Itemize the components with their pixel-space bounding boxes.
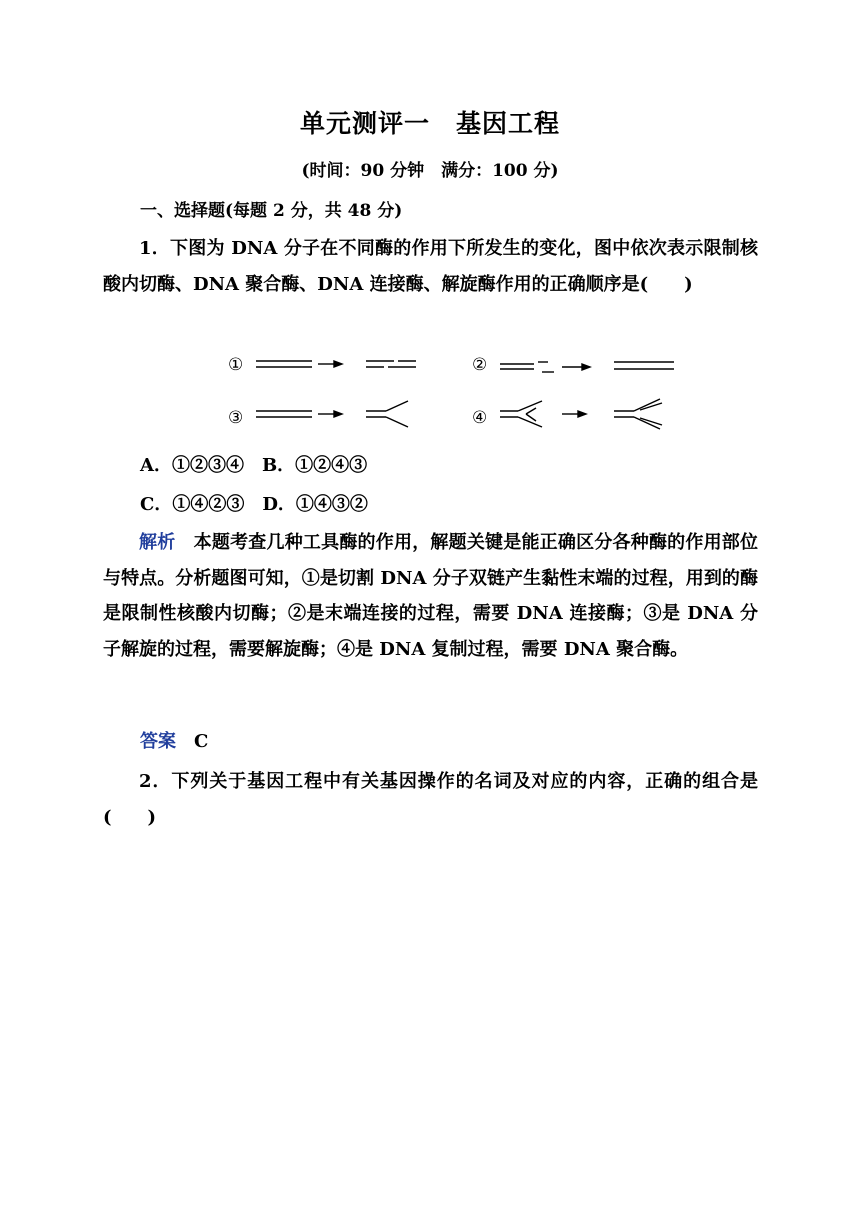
diagram-label-4: ④ — [472, 408, 488, 428]
diagram-label-3: ③ — [228, 408, 244, 428]
diagram-2-graphic — [500, 362, 674, 372]
question-2-text: 2．下列关于基因工程中有关基因操作的名词及对应的内容，正确的组合是( ) — [103, 771, 758, 828]
options-c-d: C．①④②③ D．①④③② — [140, 494, 368, 515]
exam-info: (时间：90 分钟 满分：100 分) — [301, 161, 559, 181]
analysis-text: 本题考查几种工具酶的作用，解题关键是能正确区分各种酶的作用部位与特点。分析题图可知，①是切割 DNA 分子双链产生黏性末端的过程，用到的酶是限制性核酸内切酶；②是末端连接的过程，需要 DNA 连接酶；③是 DNA 分子解旋的过程，需要解旋酶；④是 DNA 复制过程，需要 DNA 聚合酶。 — [103, 532, 759, 660]
diagram-4-graphic — [500, 399, 662, 429]
options-a-b: A．①②③④ B．①②④③ — [140, 455, 368, 476]
page-title: 单元测评一 基因工程 — [299, 109, 560, 138]
diagram-3-graphic — [256, 401, 408, 427]
diagram-label-2: ② — [472, 355, 488, 375]
diagram-label-1: ① — [228, 355, 244, 375]
answer-value: C — [176, 731, 209, 752]
dna-enzyme-diagram — [222, 346, 692, 438]
answer-label: 答案 — [140, 731, 176, 752]
analysis-block — [103, 525, 758, 667]
answer-block — [140, 727, 208, 753]
section-heading: 一、选择题(每题 2 分，共 48 分) — [140, 201, 403, 221]
analysis-label: 解析 — [139, 532, 176, 553]
diagram-1-graphic — [256, 361, 416, 367]
question-1-text: 1．下图为 DNA 分子在不同酶的作用下所发生的变化，图中依次表示限制核酸内切酶、DNA 聚合酶、DNA 连接酶、解旋酶作用的正确顺序是( ) — [103, 238, 758, 295]
